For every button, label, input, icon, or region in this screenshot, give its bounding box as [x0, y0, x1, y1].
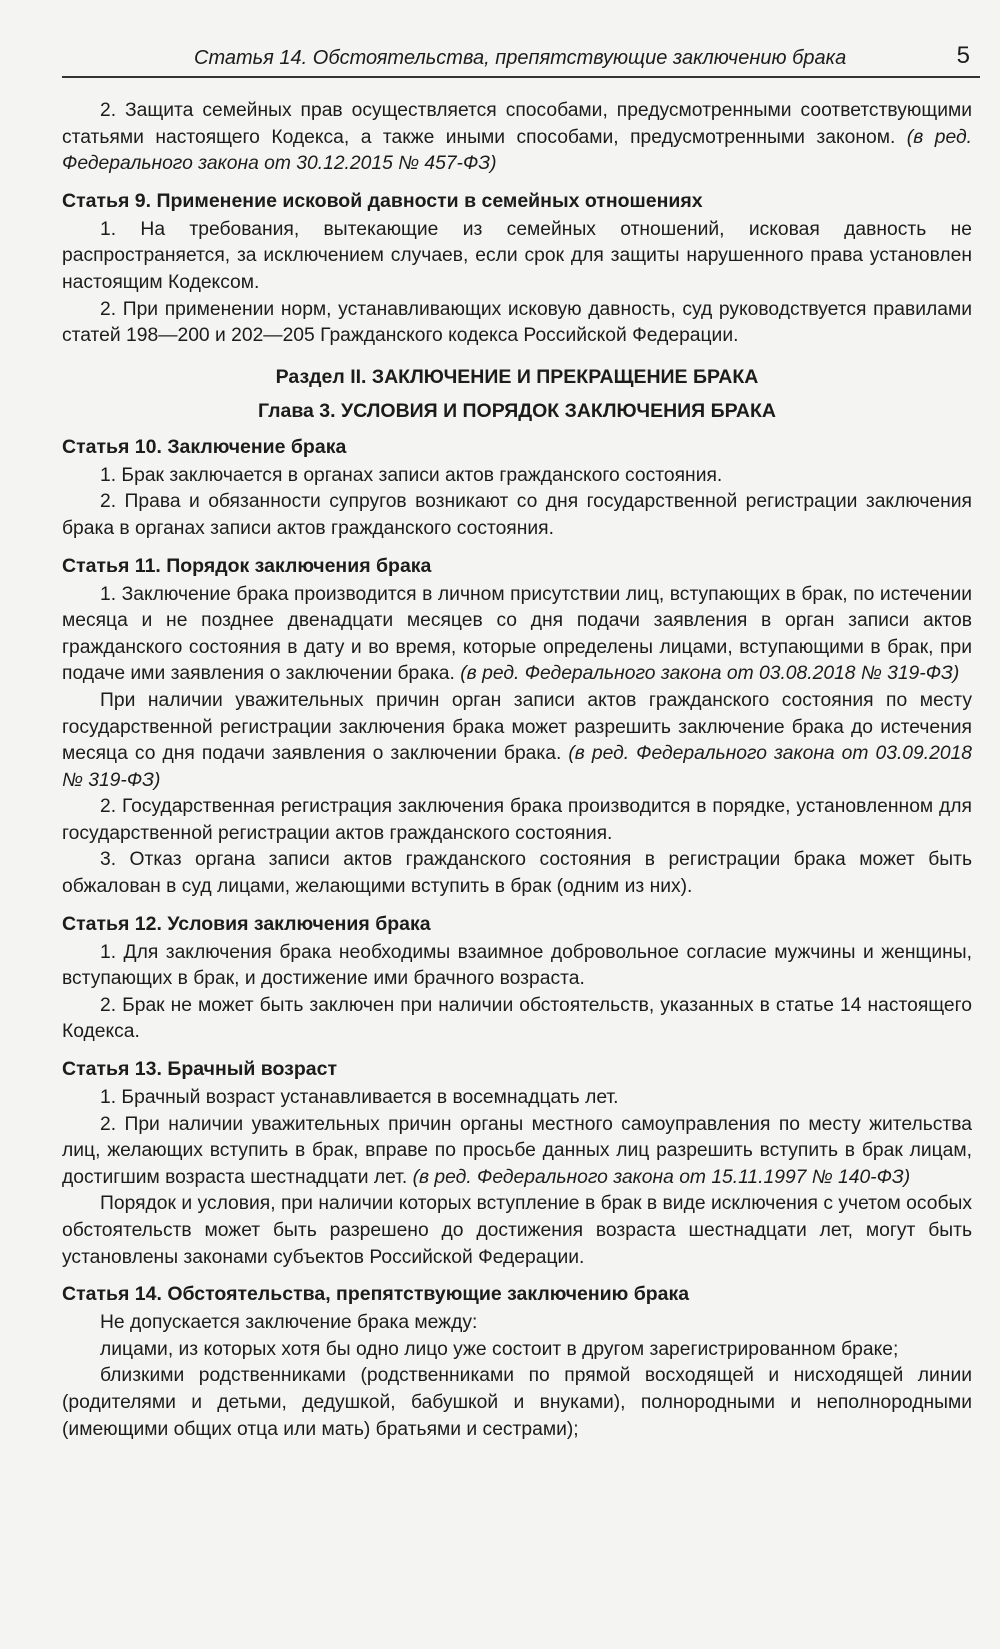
paragraph — [62, 463, 972, 490]
paragraph-text: близкими родственниками (родственниками по прямой восходящей и нисходящей линии (родителями и детьми, дедушкой, бабушкой и внуками), полнородными и неполнородными (имеющими общих отца или мать) братьями и сестрами); — [62, 1365, 972, 1440]
section-heading: Раздел II. ЗАКЛЮЧЕНИЕ И ПРЕКРАЩЕНИЕ БРАКА — [275, 365, 759, 388]
paragraph — [62, 1085, 972, 1112]
article-heading: Статья 10. Заключение брака — [62, 435, 347, 458]
paragraph — [62, 847, 972, 900]
paragraph — [62, 688, 972, 794]
paragraph-text: 2. Брак не может быть заключен при наличии обстоятельств, указанных в статье 14 настоящего Кодекса. — [62, 994, 972, 1043]
paragraph-text: 1. Брак заключается в органах записи актов гражданского состояния. — [100, 464, 723, 486]
document-body — [62, 78, 980, 1443]
paragraph — [62, 794, 972, 847]
chapter-heading: Глава 3. УСЛОВИЯ И ПОРЯДОК ЗАКЛЮЧЕНИЯ БРАКА — [258, 399, 776, 422]
paragraph-text: 1. Заключение брака производится в личном присутствии лиц, вступающих в брак, по истечении месяца и не позднее двенадцати месяцев со дня подачи заявления в орган записи актов гражданского состояния в дату и во время, которые определены лицами, вступающими в брак, при подаче ими заявления о заключении брака. — [62, 583, 972, 685]
paragraph-text: 2. При применении норм, устанавливающих исковую давность, суд руководствуется правилами статей 198—200 и 202—205 Гражданского кодекса Российской Федерации. — [62, 298, 972, 347]
paragraph-text: При наличии уважительных причин орган записи актов гражданского состояния по месту государственной регистрации заключения брака может разрешить заключение брака до истечения месяца со дня подачи заявления о заключении брака. — [62, 689, 972, 765]
article-heading: Статья 11. Порядок заключения брака — [62, 554, 432, 577]
article-heading: Статья 12. Условия заключения брака — [62, 912, 431, 935]
paragraph-text: 1. На требования, вытекающие из семейных отношений, исковая давность не распространяется, за исключением случаев, если срок для защиты нарушенного права установлен настоящим Кодексом. — [62, 218, 972, 293]
amendment-reference: (в ред. Федерального закона от 30.12.2015 № 457-ФЗ) — [62, 126, 973, 175]
paragraph-text: 3. Отказ органа записи актов гражданского состояния в регистрации брака может быть обжалован в суд лицами, желающими вступить в брак (одним из них). — [62, 849, 972, 898]
page-number: 5 — [956, 42, 970, 69]
paragraph — [62, 993, 972, 1046]
paragraph-text: 1. Брачный возраст устанавливается в восемнадцать лет. — [100, 1087, 619, 1109]
running-header — [62, 30, 980, 78]
paragraph — [62, 297, 972, 350]
paragraph-text: Не допускается заключение брака между: — [100, 1312, 478, 1334]
paragraph-text: 1. Для заключения брака необходимы взаимное добровольное согласие мужчины и женщины, вступающих в брак, и достижение ими брачного возраста. — [62, 941, 972, 990]
amendment-reference: (в ред. Федерального закона от 15.11.1997 № 140-ФЗ) — [412, 1166, 911, 1188]
amendment-reference: (в ред. Федерального закона от 03.09.2018 № 319-ФЗ) — [62, 743, 973, 791]
paragraph-text: Порядок и условия, при наличии которых вступление в брак в виде исключения с учетом особых обстоятельств может быть разрешено до достижения возраста шестнадцати лет, могут быть установлены законами субъектов Российской Федерации. — [62, 1193, 972, 1268]
paragraph-text: лицами, из которых хотя бы одно лицо уже состоит в другом зарегистрированном браке; — [100, 1338, 899, 1360]
paragraph — [62, 98, 972, 178]
article-heading: Статья 13. Брачный возраст — [62, 1058, 338, 1081]
paragraph — [62, 1363, 972, 1443]
paragraph — [62, 1191, 972, 1271]
paragraph — [62, 582, 972, 688]
paragraph — [62, 1310, 972, 1337]
paragraph — [62, 940, 972, 993]
paragraph — [62, 1337, 972, 1364]
article-heading: Статья 9. Применение исковой давности в семейных отношениях — [62, 189, 703, 212]
amendment-reference: (в ред. Федерального закона от 03.08.2018 № 319-ФЗ) — [460, 663, 960, 685]
paragraph — [62, 1112, 972, 1192]
running-header-title: Статья 14. Обстоятельства, препятствующие заключению брака — [194, 47, 847, 69]
paragraph — [62, 217, 972, 297]
paragraph — [62, 489, 972, 542]
paragraph-text: 2. При наличии уважительных причин органы местного самоуправления по месту жительства лиц, желающих вступить в брак, вправе по просьбе данных лиц разрешить вступить в брак лицам, достигшим возраста шестнадцати лет. — [62, 1113, 972, 1188]
paragraph-text: 2. Защита семейных прав осуществляется способами, предусмотренными соответствующими статьями настоящего Кодекса, а также иными способами, предусмотренными законом. — [62, 100, 972, 148]
paragraph-text: 2. Государственная регистрация заключения брака производится в порядке, установленном для государственной регистрации актов гражданского состояния. — [62, 796, 972, 844]
article-heading: Статья 14. Обстоятельства, препятствующие заключению брака — [62, 1283, 690, 1306]
paragraph-text: 2. Права и обязанности супругов возникают со дня государственной регистрации заключения брака в органах записи актов гражданского состояния. — [62, 491, 972, 539]
